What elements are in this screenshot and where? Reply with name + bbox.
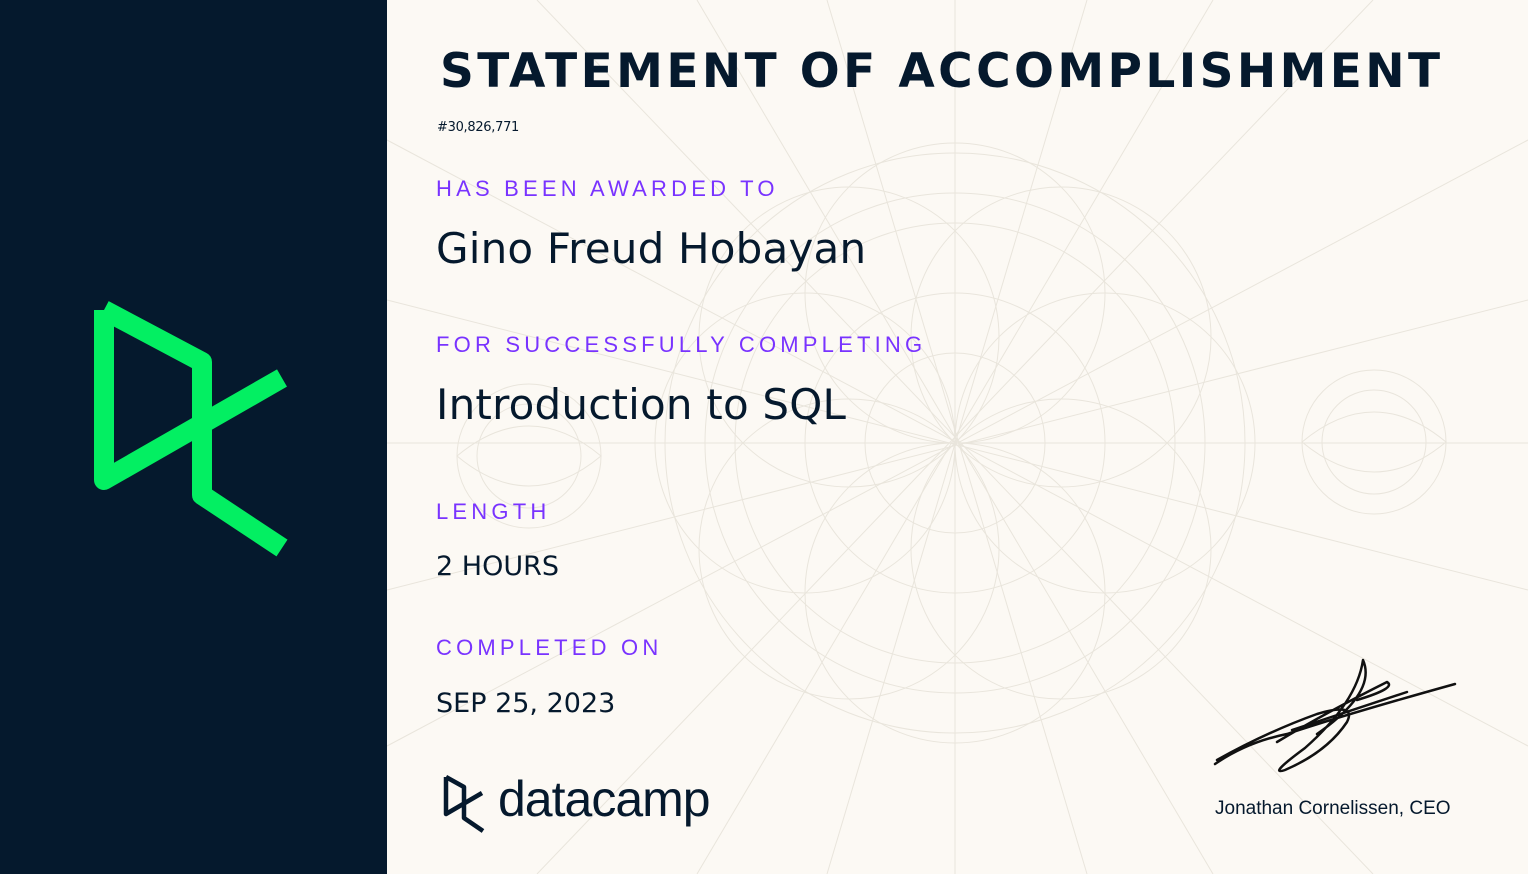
ceo-signature	[1207, 652, 1467, 782]
datacamp-brand	[442, 768, 742, 840]
certificate-id: #30,826,771	[437, 120, 520, 135]
certificate-body	[387, 0, 1528, 874]
length-value: 2 HOURS	[436, 551, 559, 582]
signer-name: Jonathan Cornelissen, CEO	[1215, 798, 1451, 819]
course-name: Introduction to SQL	[436, 380, 847, 429]
brand-name: datacamp	[498, 771, 710, 827]
completed-date: SEP 25, 2023	[436, 688, 616, 719]
datacamp-logo-icon	[90, 300, 295, 562]
completed-label: COMPLETED ON	[436, 635, 663, 660]
awarded-label: HAS BEEN AWARDED TO	[436, 176, 779, 201]
recipient-name: Gino Freud Hobayan	[436, 224, 867, 273]
completing-label: FOR SUCCESSFULLY COMPLETING	[436, 332, 927, 357]
sidebar-panel	[0, 0, 387, 874]
certificate-title: STATEMENT OF ACCOMPLISHMENT	[440, 44, 1444, 99]
length-label: LENGTH	[436, 499, 551, 524]
datacamp-logo-icon	[442, 774, 486, 834]
